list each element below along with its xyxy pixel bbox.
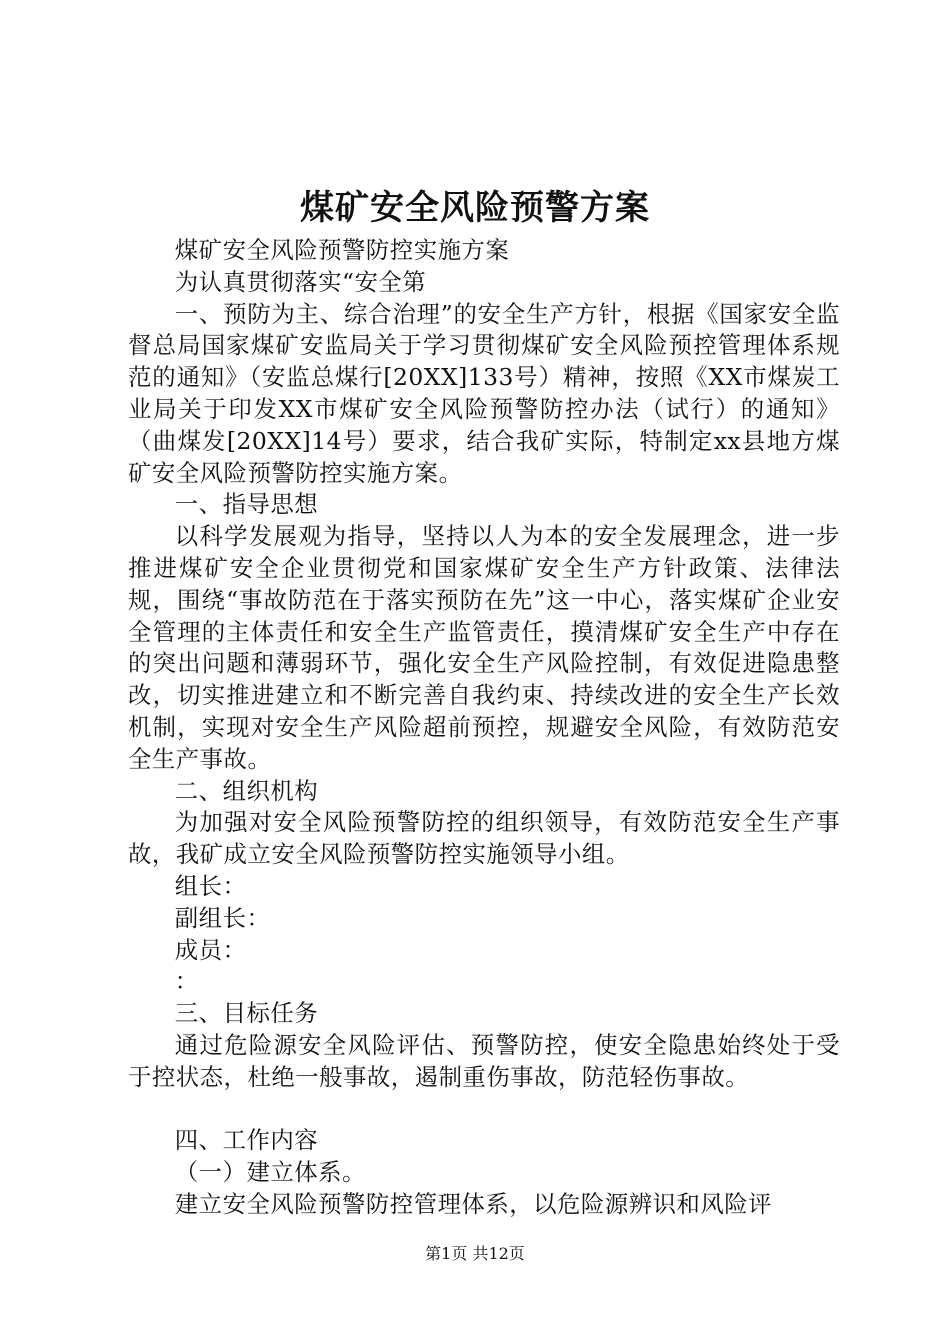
document-title: 煤矿安全风险预警方案: [300, 188, 650, 228]
subsection-heading-build-system: （一）建立体系。: [174, 1158, 366, 1187]
paragraph-team-leader: 组长：: [174, 871, 247, 900]
section-heading-organization: 二、组织机构: [174, 776, 319, 805]
paragraph-organization: 为加强对安全风险预警防控的组织领导，有效防范安全生产事故，我矿成立安全风险预警防控实施领导小组。: [128, 808, 840, 869]
paragraph-guiding-ideology: 以科学发展观为指导，坚持以人为本的安全发展理念，进一步推进煤矿安全企业贯彻党和国家煤矿安全生产方针政策、法律法规，围绕“事故防范在于落实预防在先”这一中心，落实煤矿企业安全管理的主体责任和安全生产监管责任，摸清煤矿安全生产中存在的突出问题和薄弱环节，强化安全生产风险控制，有效促进隐患整改，切实推进建立和不断完善自我约束、持续改进的安全生产长效机制，实现对安全生产风险超前预控，规避安全风险，有效防范安全生产事故。: [128, 522, 840, 773]
section-heading-objectives: 三、目标任务: [174, 999, 319, 1028]
paragraph-deputy-leader: 副组长：: [174, 903, 271, 932]
paragraph-intro: 为认真贯彻落实“安全第: [174, 267, 427, 296]
section-heading-guiding-ideology: 一、指导思想: [174, 490, 319, 519]
document-body: [128, 235, 840, 1221]
section-heading-work-content: 四、工作内容: [174, 1126, 319, 1155]
paragraph-colon: ：: [174, 967, 199, 996]
paragraph-build-system: 建立安全风险预警防控管理体系，以危险源辨识和风险评: [174, 1189, 773, 1218]
paragraph-subtitle: 煤矿安全风险预警防控实施方案: [174, 236, 510, 264]
page-number-footer: 第1页 共12页: [425, 1244, 525, 1263]
paragraph-objectives: 通过危险源安全风险评估、预警防控，使安全隐患始终处于受于控状态，杜绝一般事故，遏制重伤事故，防范轻伤事故。: [128, 1030, 840, 1091]
paragraph-policy-basis: 一、预防为主、综合治理”的安全生产方针，根据《国家安全监督总局国家煤矿安监局关于学习贯彻煤矿安全风险预控管理体系规范的通知》（安监总煤行[20XX]133号）精神，按照《XX市煤炭工业局关于印发XX市煤矿安全风险预警防控办法（试行）的通知》（曲煤发[20XX]14号）要求，结合我矿实际，特制定xx县地方煤矿安全风险预警防控实施方案。: [128, 299, 840, 487]
paragraph-members: 成员：: [174, 935, 247, 964]
